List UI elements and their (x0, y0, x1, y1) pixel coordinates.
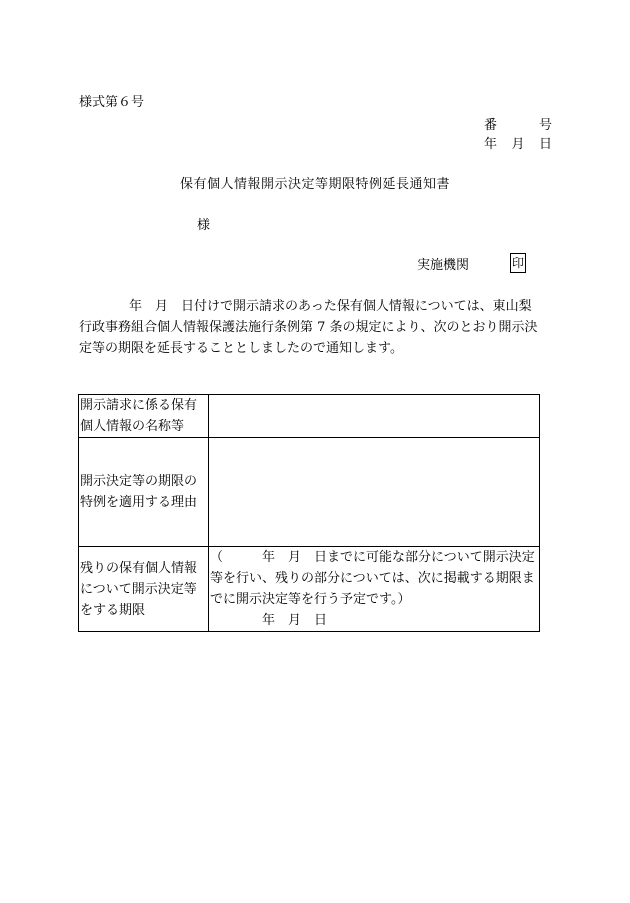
seal-label: 印 (511, 256, 524, 270)
date-day: 日 (538, 137, 552, 152)
table-row (79, 395, 540, 438)
row-value (209, 395, 540, 438)
notice-details-table (78, 394, 540, 632)
extension-line-2: 等を行い、残りの部分については、次に掲載する期限ま (210, 571, 535, 586)
extension-line-1: （ 年 月 日までに可能な部分について開示決定 (210, 550, 535, 565)
table-row (79, 438, 540, 547)
document-date-row (484, 138, 552, 151)
document-title: 保有個人情報開示決定等期限特例延長通知書 (179, 177, 450, 192)
document-number-row (484, 119, 552, 132)
seal-stamp-box (510, 253, 526, 273)
row-value-extension (209, 547, 540, 632)
date-year: 年 (484, 137, 498, 152)
body-line-2: 行政事務組合個人情報保護法施行条例第 7 条の規定により、次のとおり開示決 (79, 320, 538, 335)
extension-deadline-date: 年 月 日 (262, 613, 328, 628)
row-label: 開示決定等の期限の特例を適用する理由 (79, 438, 209, 547)
row-label: 開示請求に係る保有個人情報の名称等 (79, 395, 209, 438)
form-number: 様式第６号 (79, 95, 145, 110)
addressee-suffix: 様 (197, 218, 211, 233)
number-label-left: 番 (484, 118, 498, 133)
table-row (79, 547, 540, 632)
number-label-right: 号 (538, 118, 552, 133)
extension-line-3: でに開示決定等を行う予定です。） (210, 592, 411, 607)
row-label: 残りの保有個人情報について開示決定等をする期限 (79, 547, 209, 632)
row-value (209, 438, 540, 547)
notice-body (79, 296, 545, 359)
date-month: 月 (511, 137, 525, 152)
body-line-1: 年 月 日付けで開示請求のあった保有個人情報については、東山梨 (129, 299, 532, 314)
body-line-3: 定等の期限を延長することとしましたので通知します。 (79, 341, 403, 356)
issuer-label: 実施機関 (417, 258, 470, 273)
